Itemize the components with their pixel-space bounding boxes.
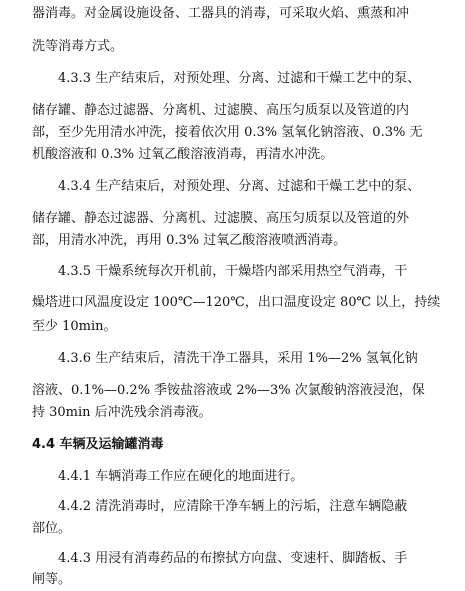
text-line: 部，用清水冲洗，再用 0.3% 过氧乙酸溶液喷洒消毒。 [32, 233, 347, 248]
text-line: 溶液、0.1%—0.2% 季铵盐溶液或 2%—3% 次氯酸钠溶液浸泡，保 [32, 383, 425, 398]
text-line: 器消毒。对金属设施设备、工器具的消毒，可采取火焰、熏蒸和冲 [32, 6, 410, 21]
text-line: 储存罐、静态过滤器、分离机、过滤膜、高压匀质泵以及管道的内 [32, 103, 410, 118]
section-heading-4-4: 4.4 车辆及运输罐消毒 [32, 437, 164, 452]
clause-4-3-6: 4.3.6 生产结束后，清洗干净工器具，采用 1%—2% 氢氧化钠 [58, 351, 418, 366]
clause-4-4-1: 4.4.1 车辆消毒工作应在硬化的地面进行。 [58, 469, 304, 484]
text-line: 至少 10min。 [32, 319, 117, 334]
text-line: 机酸溶液和 0.3% 过氧乙酸溶液消毒，再清水冲洗。 [32, 147, 334, 162]
text-line: 部位。 [32, 521, 72, 536]
clause-4-3-5: 4.3.5 干燥系统每次开机前，干燥塔内部采用热空气消毒，干 [58, 264, 408, 279]
text-line: 洗等消毒方式。 [32, 39, 124, 54]
text-line: 燥塔进口风温度设定 100℃—120℃，出口温度设定 80℃ 以上，持续 [32, 295, 441, 310]
text-line: 持 30min 后冲洗残余消毒液。 [32, 405, 212, 420]
clause-4-4-2: 4.4.2 清洗消毒时，应清除干净车辆上的污垢，注意车辆隐蔽 [58, 499, 408, 514]
clause-4-4-3: 4.4.3 用浸有消毒药品的布擦拭方向盘、变速杆、脚踏板、手 [58, 551, 408, 566]
text-line: 部，至少先用清水冲洗，接着依次用 0.3% 氢氧化钠溶液、0.3% 无 [32, 125, 423, 140]
text-line: 储存罐、静态过滤器、分离机、过滤膜、高压匀质泵以及管道的外 [32, 211, 410, 226]
text-line: 闸等。 [32, 572, 72, 587]
clause-4-3-3: 4.3.3 生产结束后，对预处理、分离、过滤和干燥工艺中的泵、 [58, 71, 421, 86]
clause-4-3-4: 4.3.4 生产结束后，对预处理、分离、过滤和干燥工艺中的泵、 [58, 179, 421, 194]
